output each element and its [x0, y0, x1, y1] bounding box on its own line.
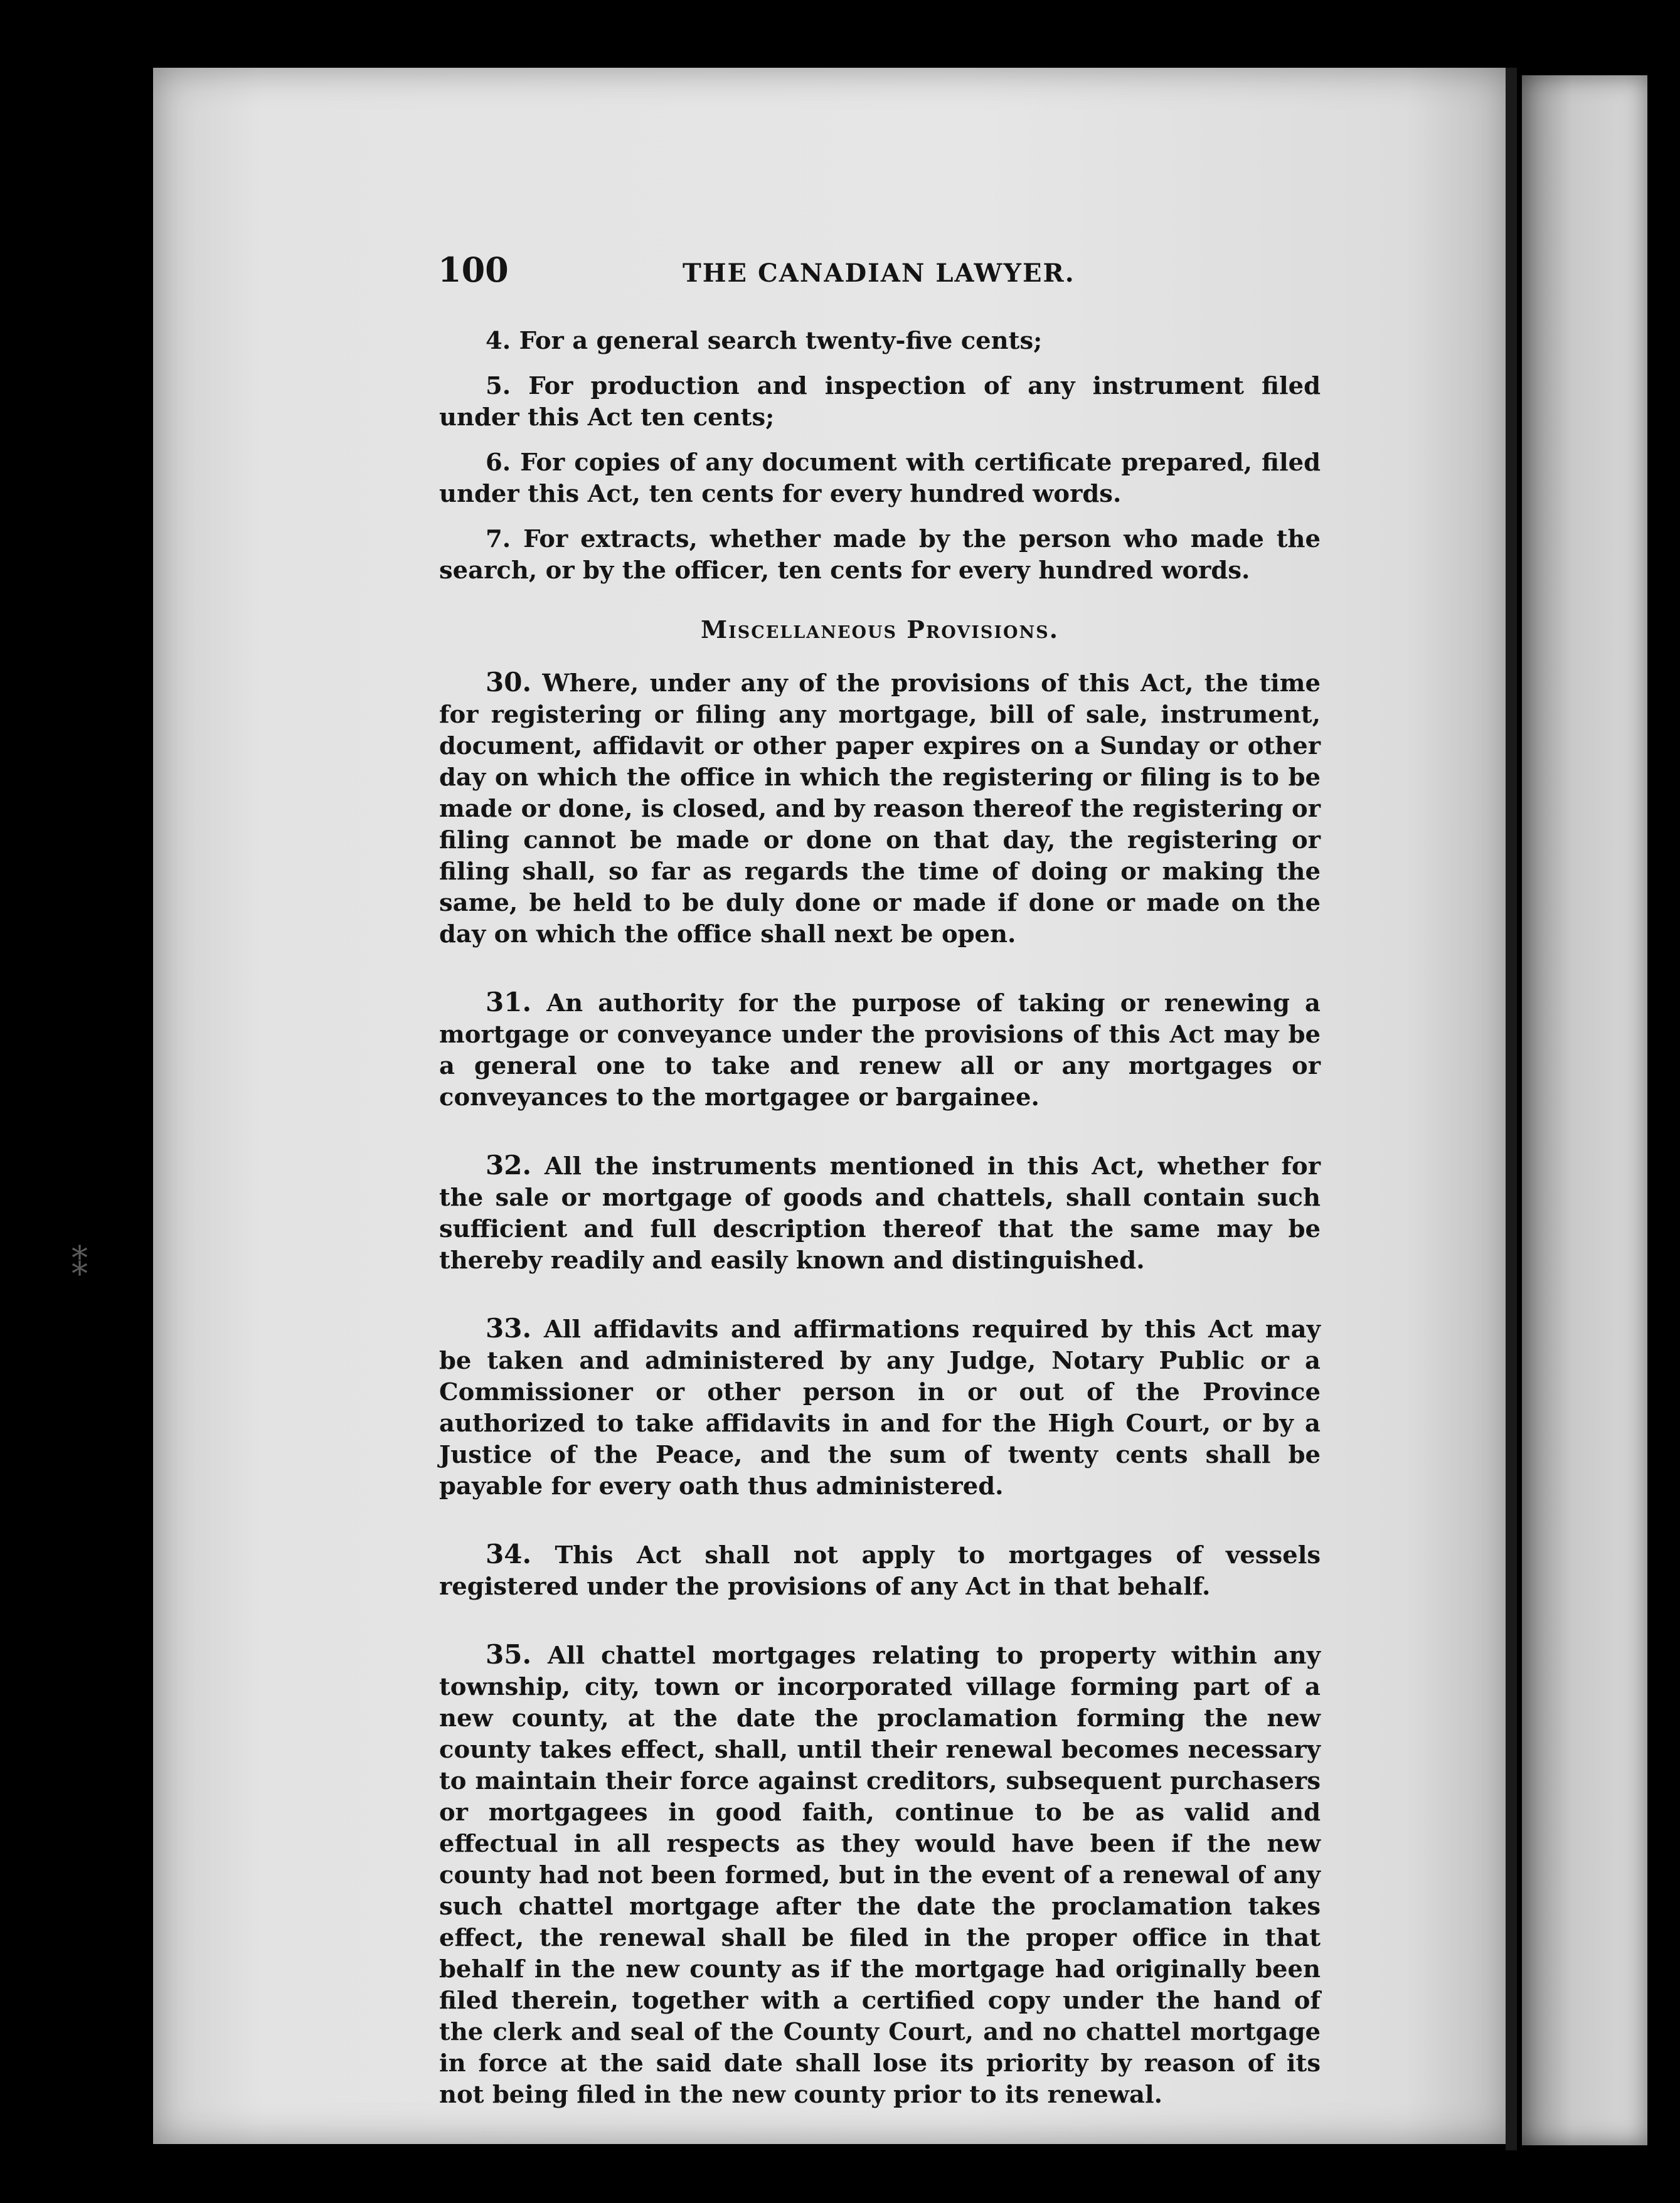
fee-item: 6. For copies of any document with certificate prepared, filed under this Act, ten cents for every hundred words.: [439, 449, 1321, 508]
section-text: Where, under any of the provisions of this Act, the time for registering or filing any mortgage, bill of sale, instrument, document, affidavit or other paper expires on a Sunday or other day on which the office in which the registering or filing is to be made or done, is closed, and by reason thereof the registering or filing cannot be made or done on that day, the registering or filing shall, so far as regards the time of doing or making the same, be held to be duly done or made if done or made on the day on which the office shall next be open.: [439, 669, 1321, 948]
section-32: [439, 1150, 1321, 1277]
section-30: [439, 667, 1321, 950]
section-33: [439, 1313, 1321, 1502]
section-text: This Act shall not apply to mortgages of vessels registered under the provisions of any Act in that behalf.: [439, 1541, 1321, 1601]
section-text: All the instruments mentioned in this Act, whether for the sale or mortgage of goods and chattels, shall contain such sufficient and full description thereof that the same may be thereby readily and easily known and distinguished.: [439, 1152, 1321, 1275]
section-35: [439, 1639, 1321, 2111]
section-text: All chattel mortgages relating to property within any township, city, town or incorporated village forming part of a new county, at the date the proclamation forming the new county takes effect, shall, until their renewal becomes necessary to maintain their force against creditors, subsequent purchasers or mortgagees in good faith, continue to be as valid and effectual in all respects as they would have been if the new county had not been formed, but in the event of a renewal of any such chattel mortgage after the date the proclamation takes effect, the renewal shall be filed in the proper office in that behalf in the new county as if the mortgage had originally been filed therein, together with a certified copy under the hand of the clerk and seal of the County Court, and no chattel mortgage in force at the said date shall lose its priority by reason of its not being filed in the new county prior to its renewal.: [439, 1642, 1321, 2109]
binding-mark: ⁑: [72, 1246, 88, 1283]
page-number: 100: [438, 250, 509, 290]
fee-item: 7. For extracts, whether made by the person who made the search, or by the officer, ten cents for every hundred words.: [439, 525, 1321, 585]
fee-item: 4. For a general search twenty-five cents;: [486, 327, 1043, 355]
page-content: [438, 250, 1321, 2147]
section-heading: Miscellaneous Provisions.: [701, 615, 1059, 644]
section-number: 33.: [486, 1313, 532, 1344]
section-number: 34.: [486, 1539, 532, 1569]
section-number: 32.: [486, 1150, 532, 1181]
section-number: 35.: [486, 1639, 532, 1670]
section-text: All affidavits and affirmations required by this Act may be taken and administered by any Judge, Notary Public or a Commissioner or other person in or out of the Province authorized to take affidavits in and for the High Court, or by a Justice of the Peace, and the sum of twenty cents shall be payable for every oath thus administered.: [439, 1315, 1321, 1500]
section-text: An authority for the purpose of taking or renewing a mortgage or conveyance under the provisions of this Act may be a general one to take and renew all or any mortgages or conveyances to the mortgagee or bargainee.: [439, 989, 1321, 1112]
fee-item: 5. For production and inspection of any instrument filed under this Act ten cents;: [439, 372, 1321, 432]
section-34: [439, 1539, 1321, 1603]
section-31: [439, 987, 1321, 1113]
section-number: 31.: [486, 987, 532, 1017]
running-head: THE CANADIAN LAWYER.: [683, 258, 1075, 288]
facing-page-edge: [1522, 75, 1647, 2145]
page-gutter-shadow: [1506, 68, 1517, 2150]
page-header: [438, 250, 1321, 304]
section-number: 30.: [486, 667, 532, 698]
